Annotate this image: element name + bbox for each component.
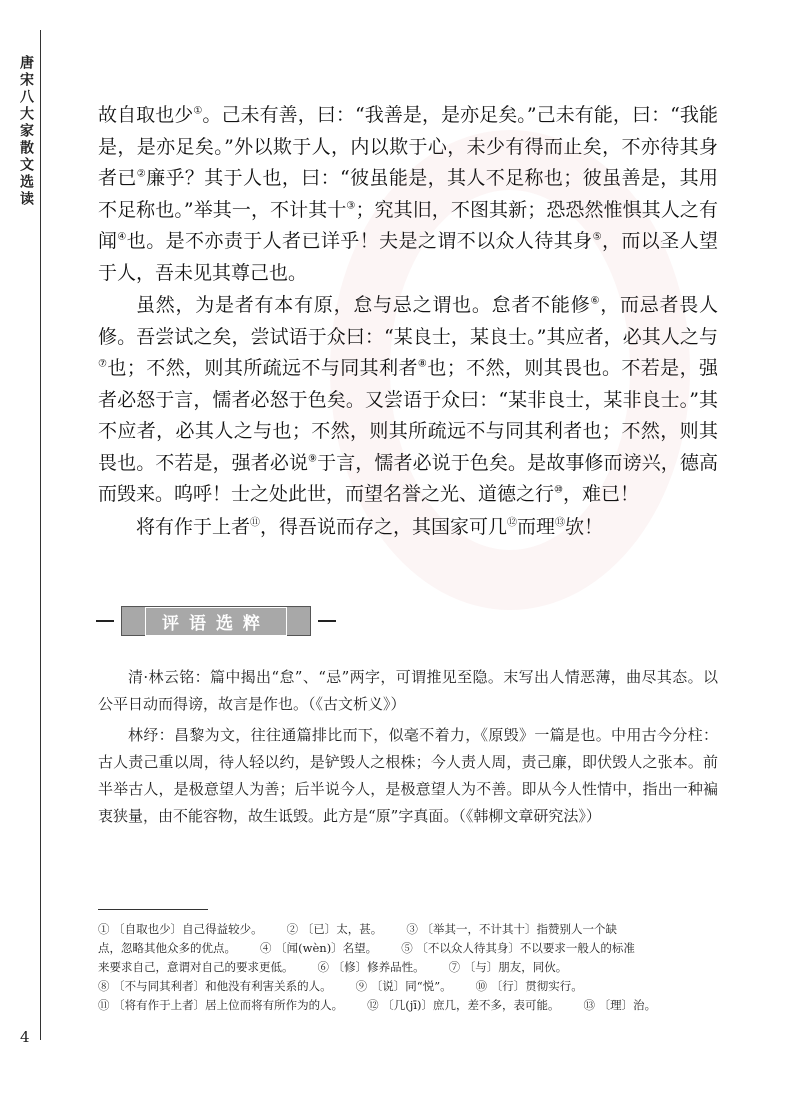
body-text-run: ，难已！	[562, 483, 639, 505]
footnote-rule	[98, 909, 208, 910]
body-paragraph-2	[98, 290, 718, 511]
section-header	[96, 606, 342, 636]
section-title-box	[121, 606, 311, 636]
footnote-item: ⑦ 〔与〕朋友，同伙。	[448, 960, 568, 974]
sidebar-divider	[40, 30, 41, 1040]
footnote-marker: ⑧	[417, 358, 428, 370]
page-number: 4	[20, 1028, 30, 1046]
running-book-title: 唐宋八大家散文选读	[18, 55, 34, 208]
body-text-run: ，得吾说而存之，其国家可几	[260, 515, 508, 538]
header-dash-left	[96, 620, 114, 622]
body-text-run: ，而以圣人望于人，吾未见其尊己也。	[98, 230, 718, 284]
body-text-run: ；究其旧，不图其新；恐恐然惟惧其人之有闻	[98, 198, 718, 252]
body-text-run: ，而忌者畏人修。吾尝试之矣，尝试语于众曰：“某良士，某良士。”其应者，必其人之与	[98, 294, 718, 348]
footnote-item: ⑩ 〔行〕贯彻实行。	[475, 979, 583, 993]
body-text-run: 将有作于上者	[136, 515, 251, 538]
main-text	[98, 100, 718, 543]
footnote-marker: ②	[136, 168, 147, 180]
footnote-item: 点，忽略其他众多的优点。	[98, 941, 236, 955]
footnote-marker: ⑦	[98, 358, 108, 370]
footnote-item: ② 〔已〕太，甚。	[286, 922, 383, 936]
footnote-marker: ③	[346, 200, 356, 212]
footnote-item: ⑫ 〔几(jī)〕庶几，差不多，表可能。	[367, 998, 560, 1012]
section-title: 评语选粹	[145, 607, 287, 636]
body-text-run: 故自取也少	[98, 104, 194, 126]
footnote-line	[98, 939, 718, 958]
footnote-marker: ⑬	[555, 517, 566, 529]
body-paragraph-1	[98, 100, 718, 289]
footnote-item: ⑧ 〔不与同其利者〕和他没有利害关系的人。	[98, 979, 332, 993]
footnote-line	[98, 996, 718, 1015]
footnote-marker: ⑥	[590, 295, 601, 307]
commentary	[98, 664, 718, 834]
footnote-line	[98, 958, 718, 977]
footnote-item: ⑤ 〔不以众人待其身〕不以要求一般人的标准	[401, 941, 635, 955]
footnote-marker: ⑩	[554, 484, 563, 496]
body-text-run: 于言，懦者必说于色矣。是故事修而谤兴，德高而毁来。呜呼！士之处此世，而望名誉之光、道德之行	[98, 451, 718, 505]
body-text-run: 欤！	[565, 515, 604, 538]
footnote-marker: ⑪	[250, 517, 261, 529]
comment-paragraph: 林纾：昌黎为文，往往通篇排比而下，似毫不着力，《原毁》一篇是也。中用古今分柱：古人责己重以周，待人轻以约，是铲毁人之根株；今人责人周，责己廉，即伏毁人之张本。前半举古人，是极意望人为善；后半说今人，是极意望人为不善。即从今人性情中，指出一种褊衷狭量，由不能容物，故生诋毁。此方是“原”字真面。（《韩柳文章研究法》）	[98, 726, 718, 825]
comment-paragraph: 清·林云铭：篇中揭出“怠”、“忌”两字，可谓推见至隐。末写出人情恶薄，曲尽其态。以公平日动而得谤，故言是作也。（《古文析义》）	[98, 668, 718, 713]
footnote-item: 来要求自己，意谓对自己的要求更低。	[98, 960, 294, 974]
footnote-item: ⑨ 〔说〕同“悦”。	[355, 979, 452, 993]
footnote-item: ① 〔自取也少〕自己得益较少。	[98, 922, 263, 936]
footnote-item: ⑪ 〔将有作于上者〕居上位而将有所作为的人。	[98, 998, 344, 1012]
footnote-marker: ①	[193, 105, 203, 117]
footnote-line	[98, 977, 718, 996]
footnote-marker: ④	[117, 231, 127, 243]
footnote-marker: ⑫	[507, 517, 518, 529]
footnote-marker: ⑤	[592, 231, 602, 243]
footnote-item: ⑥ 〔修〕修养品性。	[317, 960, 425, 974]
footnote-marker: ⑨	[308, 453, 318, 465]
footnotes	[98, 920, 718, 1015]
body-text-run: 而理	[517, 515, 556, 538]
footnote-item: ③ 〔举其一，不计其十〕指赞别人一个缺	[406, 922, 617, 936]
body-text-run: 也；不然，则其畏也。不若是，强者必怒于言，懦者必怒于色矣。又尝语于众曰：“某非良士，某非良士。”其不应者，必其人之与也；不然，则其所疏远不与同其利者也；不然，则其畏也。不若是，强者必说	[98, 357, 718, 474]
footnote-item: ④ 〔闻(wèn)〕名望。	[260, 941, 378, 955]
body-text-run: 也。是不亦责于人者已详乎！夫是之谓不以众人待其身	[126, 230, 593, 252]
footnote-item: ⑬ 〔理〕治。	[583, 998, 657, 1012]
body-paragraph-3	[98, 512, 718, 544]
body-text-run: 。己未有善，曰：“我善是，是亦足矣。”己未有能，曰：“我能是，是亦足矣。”外以欺于人，内以欺于心，未少有得而止矣，不亦待其身者已	[98, 104, 718, 189]
header-dash-right	[318, 620, 336, 622]
body-text-run: 也；不然，则其所疏远不与同其利者	[107, 357, 418, 379]
body-text-run: 虽然，为是者有本有原，怠与忌之谓也。怠者不能修	[136, 294, 591, 316]
body-text-run: 廉乎？其于人也，曰：“彼虽能是，其人不足称也；彼虽善是，其用不足称也。”举其一，不计其十	[98, 167, 718, 221]
footnote-line	[98, 920, 718, 939]
